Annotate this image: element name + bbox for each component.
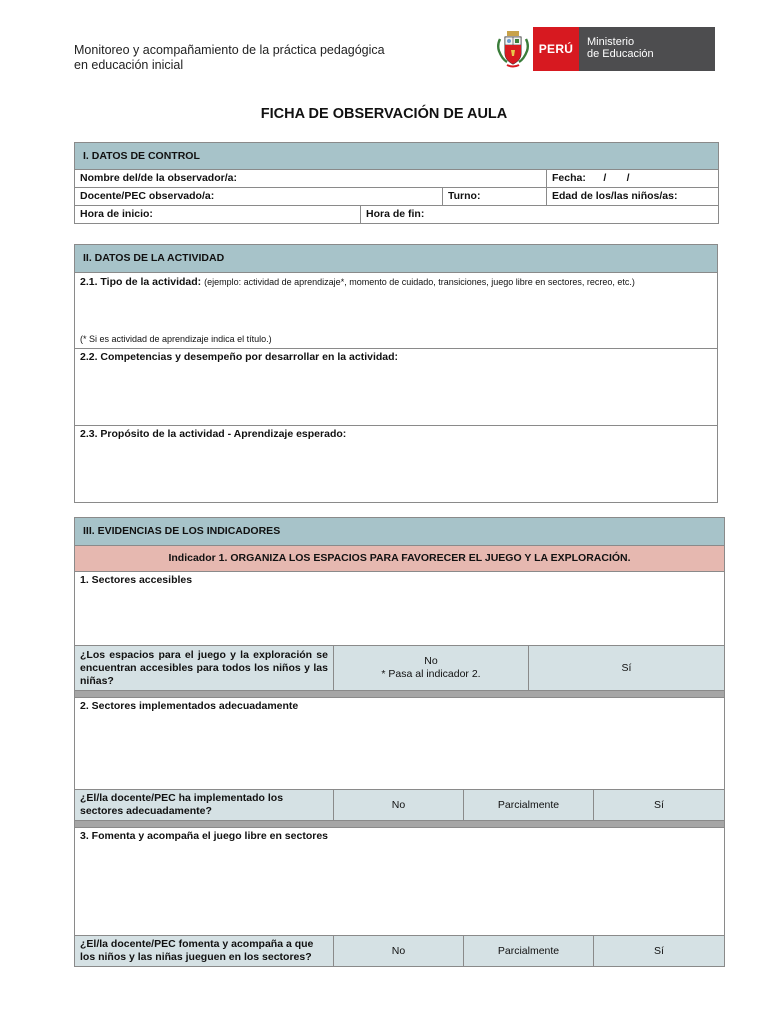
row-separator [75, 821, 725, 828]
ministry-line-1: Ministerio [587, 36, 635, 48]
activity-type-example: (ejemplo: actividad de aprendizaje*, momento de cuidado, transiciones, juego libre en sectores, recreo, etc.) [204, 277, 635, 287]
item-3-question: ¿El/la docente/PEC fomenta y acompaña a que los niños y las niñas jueguen en los sectores? [75, 936, 334, 967]
peru-label: PERÚ [533, 27, 579, 71]
control-data-table [74, 142, 719, 224]
item-2-notes[interactable]: 2. Sectores implementados adecuadamente [75, 698, 725, 790]
section-3-heading: III. EVIDENCIAS DE LOS INDICADORES [75, 518, 725, 546]
activity-data-table [74, 244, 718, 503]
item-3-option-yes[interactable]: Sí [594, 936, 725, 967]
start-time-field[interactable]: Hora de inicio: [75, 206, 361, 224]
item-1-option-yes[interactable]: Sí [529, 646, 725, 691]
option-no-label: No [424, 655, 438, 667]
row-separator [75, 691, 725, 698]
shift-field[interactable]: Turno: [443, 188, 547, 206]
header-line-2: en educación inicial [74, 58, 184, 72]
item-2-option-yes[interactable]: Sí [594, 790, 725, 821]
date-field[interactable]: Fecha: / / [547, 170, 719, 188]
indicator-1-heading: Indicador 1. ORGANIZA LOS ESPACIOS PARA FAVORECER EL JUEGO Y LA EXPLORACIÓN. [75, 546, 725, 572]
activity-type-note: (* Si es actividad de aprendizaje indica el título.) [80, 334, 272, 344]
ministry-logo [493, 27, 715, 71]
children-age-field[interactable]: Edad de los/las niños/as: [547, 188, 719, 206]
purpose-field[interactable]: 2.3. Propósito de la actividad - Aprendizaje esperado: [75, 426, 718, 503]
item-3-option-no[interactable]: No [334, 936, 464, 967]
item-3-notes[interactable]: 3. Fomenta y acompaña el juego libre en sectores [75, 828, 725, 936]
item-2-question: ¿El/la docente/PEC ha implementado los sectores adecuadamente? [75, 790, 334, 821]
competencies-field[interactable]: 2.2. Competencias y desempeño por desarrollar en la actividad: [75, 349, 718, 426]
ministry-line-2: de Educación [587, 48, 654, 60]
header-line-1: Monitoreo y acompañamiento de la práctica pedagógica [74, 43, 385, 57]
option-no-note: * Pasa al indicador 2. [381, 668, 481, 680]
section-1-heading: I. DATOS DE CONTROL [75, 143, 719, 170]
activity-type-field[interactable] [75, 273, 718, 349]
item-1-option-no[interactable] [334, 646, 529, 691]
item-2-option-partial[interactable]: Parcialmente [464, 790, 594, 821]
observer-field[interactable]: Nombre del/de la observador/a: [75, 170, 547, 188]
header-subtitle [74, 43, 385, 73]
end-time-field[interactable]: Hora de fin: [361, 206, 719, 224]
item-1-question: ¿Los espacios para el juego y la exploración se encuentran accesibles para todos los niños y las niñas? [75, 646, 334, 691]
item-2-option-no[interactable]: No [334, 790, 464, 821]
section-2-heading: II. DATOS DE LA ACTIVIDAD [75, 245, 718, 273]
activity-type-label: 2.1. Tipo de la actividad: [80, 276, 202, 288]
coat-of-arms-icon [493, 27, 533, 71]
indicators-table [74, 517, 725, 967]
page-title: FICHA DE OBSERVACIÓN DE AULA [260, 106, 508, 122]
teacher-field[interactable]: Docente/PEC observado/a: [75, 188, 443, 206]
item-1-notes[interactable]: 1. Sectores accesibles [75, 572, 725, 646]
ministry-label [579, 27, 715, 71]
item-3-option-partial[interactable]: Parcialmente [464, 936, 594, 967]
